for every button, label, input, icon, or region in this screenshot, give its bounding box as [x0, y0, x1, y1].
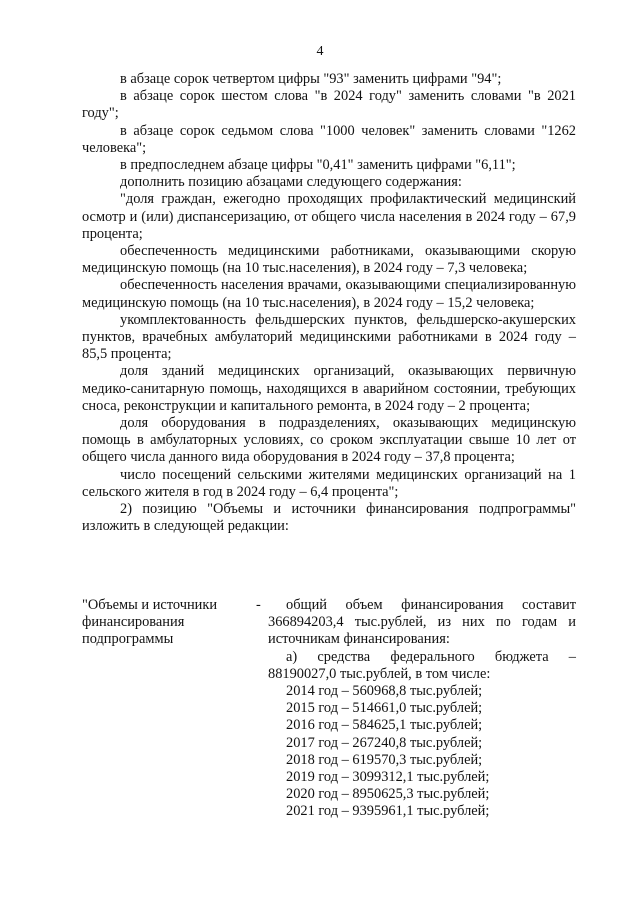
year-item: 2019 год – 3099312,1 тыс.рублей;	[286, 769, 490, 786]
amendment-text	[82, 71, 576, 535]
paragraph-12: число посещений сельскими жителями медицинских организаций на 1 сельского жителя в год в 2024 году – 6,4 процента";	[82, 466, 576, 500]
financing-total: общий объем финансирования составит 366894203,4 тыс.рублей, из них по годам и источникам финансирования:	[268, 597, 576, 648]
year-item: 2015 год – 514661,0 тыс.рублей;	[286, 700, 483, 717]
paragraph-5: дополнить позицию абзацами следующего содержания:	[120, 174, 462, 191]
paragraph-4: в предпоследнем абзаце цифры "0,41" заменить цифрами "6,11";	[120, 157, 516, 174]
year-item: 2014 год – 560968,8 тыс.рублей;	[286, 683, 483, 700]
year-item: 2020 год – 8950625,3 тыс.рублей;	[286, 786, 490, 803]
financing-label: "Объемы и источники финансирования подпрограммы	[82, 597, 218, 648]
year-item: 2016 год – 584625,1 тыс.рублей;	[286, 717, 483, 734]
year-item: 2017 год – 267240,8 тыс.рублей;	[286, 734, 483, 751]
federal-budget: а) средства федерального бюджета – 88190027,0 тыс.рублей, в том числе:	[268, 648, 576, 682]
paragraph-2: в абзаце сорок шестом слова "в 2024 году" заменить словами "в 2021 году";	[82, 88, 576, 122]
paragraph-3: в абзаце сорок седьмом слова "1000 человек" заменить словами "1262 человека";	[82, 122, 576, 156]
paragraph-9: укомплектованность фельдшерских пунктов, фельдшерско-акушерских пунктов, врачебных амбулаторий медицинскими работниками в 2024 году – 85,5 процента;	[82, 311, 576, 363]
paragraph-10: доля зданий медицинских организаций, оказывающих первичную медико-санитарную помощь, находящихся в аварийном состоянии, требующих сноса, реконструкции и капитального ремонта, в 2024 году – 2 процента;	[82, 363, 576, 414]
year-item: 2021 год – 9395961,1 тыс.рублей;	[286, 803, 490, 820]
paragraph-7: обеспеченность медицинскими работниками, оказывающими скорую медицинскую помощь (на 10 тыс.населения), в 2024 году – 7,3 человека;	[82, 243, 576, 277]
table-dash: -	[256, 597, 261, 613]
page-number: 4	[316, 44, 324, 59]
year-item: 2018 год – 619570,3 тыс.рублей;	[286, 751, 483, 768]
paragraph-1: в абзаце сорок четвертом цифры "93" заменить цифрами "94";	[120, 71, 502, 87]
year-list	[268, 683, 576, 821]
paragraph-11: доля оборудования в подразделениях, оказывающих медицинскую помощь в амбулаторных условиях, со сроком эксплуатации свыше 10 лет от общего числа данного вида оборудования в 2024 году – 37,8 процента;	[82, 415, 576, 466]
financing-details	[268, 597, 576, 821]
paragraph-8: обеспеченность населения врачами, оказывающими специализированную медицинскую помощь (на 10 тыс.населения), в 2024 году – 15,2 человека;	[82, 277, 576, 311]
paragraph-6: "доля граждан, ежегодно проходящих профилактический медицинский осмотр и (или) диспансеризацию, от общего числа населения в 2024 году – 67,9 процента;	[82, 191, 576, 242]
paragraph-13: 2) позицию "Объемы и источники финансирования подпрограммы" изложить в следующей редакции:	[82, 501, 576, 535]
